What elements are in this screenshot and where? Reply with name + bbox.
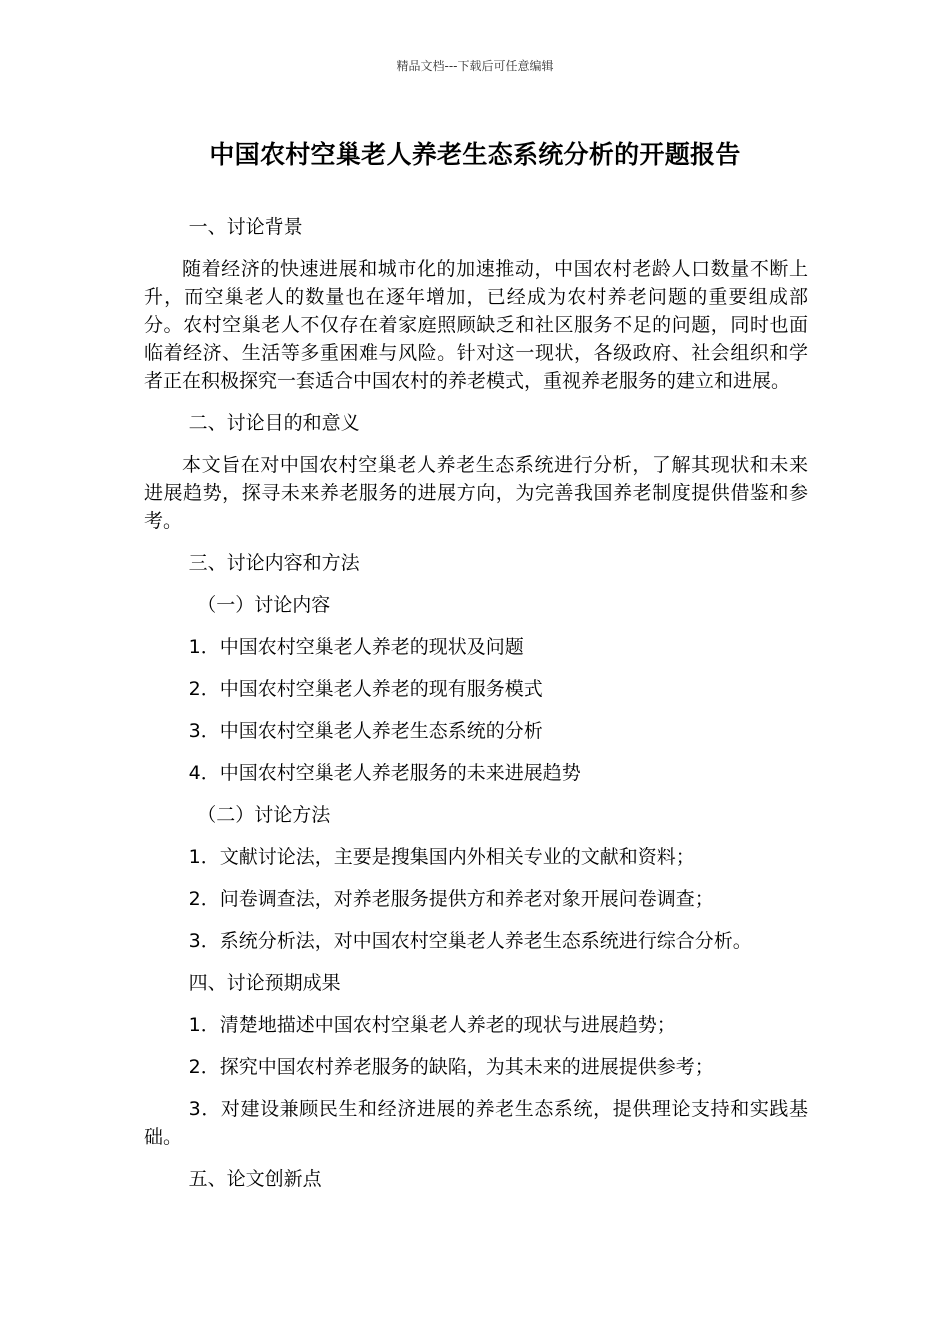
list-item: 3．系统分析法，对中国农村空巢老人养老生态系统进行综合分析。	[188, 930, 752, 952]
section-heading-purpose: 二、讨论目的和意义	[188, 412, 360, 434]
header-watermark: 精品文档---下载后可任意编辑	[396, 59, 554, 73]
subheading-content: （一）讨论内容	[197, 594, 331, 616]
paragraph-background: 随着经济的快速进展和城市化的加速推动，中国农村老龄人口数量不断上升，而空巢老人的数量也在逐年增加，已经成为农村养老问题的重要组成部分。农村空巢老人不仅存在着家庭照顾缺乏和社区服务不足的问题，同时也面临着经济、生活等多重困难与风险。针对这一现状，各级政府、社会组织和学者正在积极探究一套适合中国农村的养老模式，重视养老服务的建立和进展。	[144, 258, 808, 392]
list-item: 1．清楚地描述中国农村空巢老人养老的现状与进展趋势；	[188, 1014, 676, 1036]
subheading-methods: （二）讨论方法	[197, 804, 331, 826]
list-item: 2．探究中国农村养老服务的缺陷，为其未来的进展提供参考；	[188, 1056, 714, 1078]
paragraph-purpose: 本文旨在对中国农村空巢老人养老生态系统进行分析，了解其现状和未来进展趋势，探寻未来养老服务的进展方向，为完善我国养老制度提供借鉴和参考。	[144, 454, 808, 532]
list-item: 2．中国农村空巢老人养老的现有服务模式	[188, 678, 543, 700]
document-title: 中国农村空巢老人养老生态系统分析的开题报告	[209, 140, 741, 169]
section-heading-expected-results: 四、讨论预期成果	[188, 972, 341, 994]
list-item: 1．中国农村空巢老人养老的现状及问题	[188, 636, 524, 658]
section-heading-innovation: 五、论文创新点	[188, 1168, 322, 1190]
section-heading-content-methods: 三、讨论内容和方法	[188, 552, 360, 574]
list-item: 2．问卷调查法，对养老服务提供方和养老对象开展问卷调查；	[188, 888, 714, 910]
list-item: 1．文献讨论法，主要是搜集国内外相关专业的文献和资料；	[188, 846, 695, 868]
section-heading-background: 一、讨论背景	[188, 216, 303, 238]
list-item: 4．中国农村空巢老人养老服务的未来进展趋势	[188, 762, 581, 784]
list-item: 3．对建设兼顾民生和经济进展的养老生态系统，提供理论支持和实践基础。	[144, 1098, 808, 1148]
document-body	[144, 213, 808, 1207]
list-item: 3．中国农村空巢老人养老生态系统的分析	[188, 720, 543, 742]
